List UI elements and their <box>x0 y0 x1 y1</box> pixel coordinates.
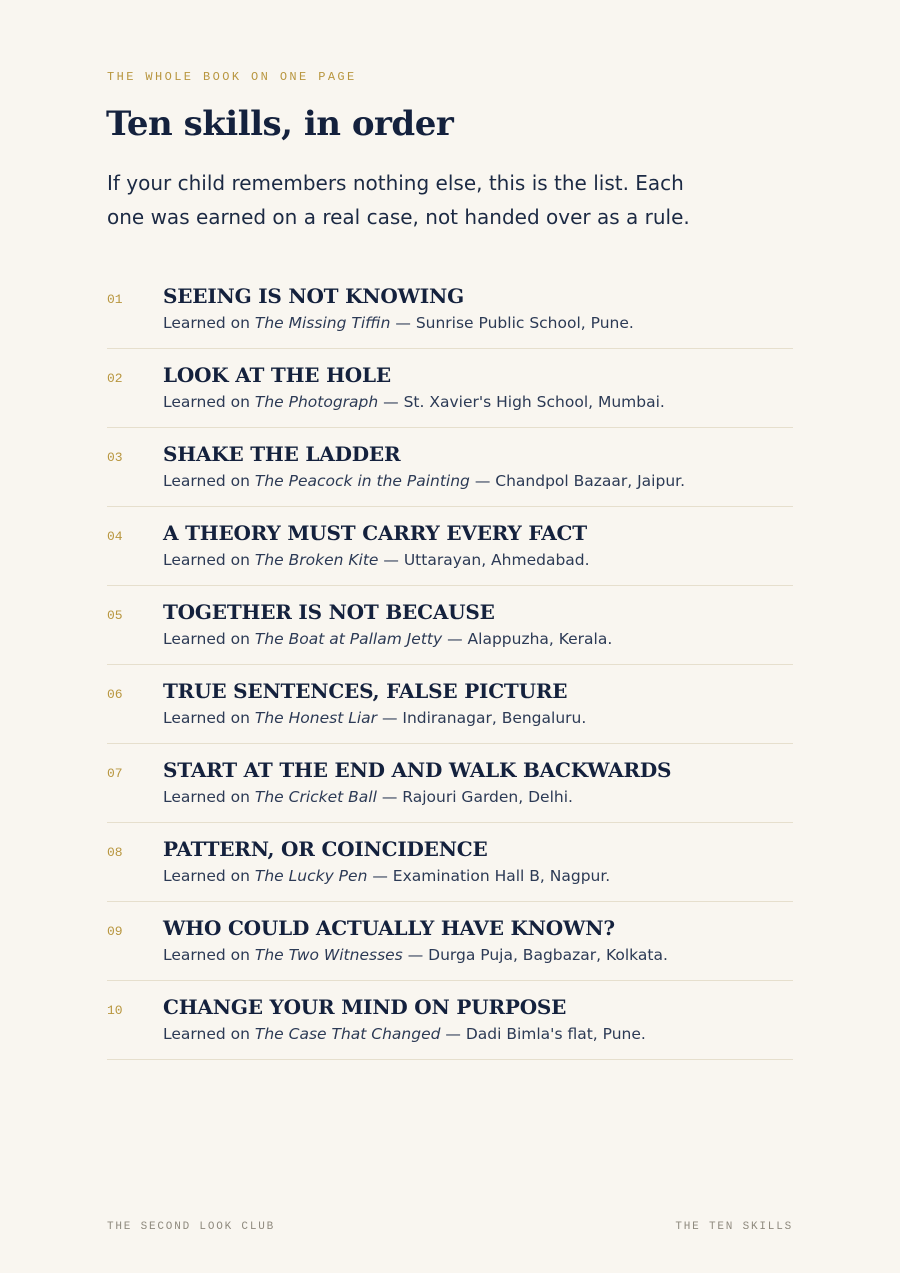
skill-source <box>163 788 573 806</box>
source-prefix: Learned on <box>163 393 250 411</box>
skill-source <box>163 867 610 885</box>
skill-name: CHANGE YOUR MIND ON PURPOSE <box>163 995 567 1019</box>
skill-item <box>107 270 793 349</box>
source-prefix: Learned on <box>163 867 250 885</box>
case-title: The Photograph <box>254 393 379 411</box>
skill-item <box>107 507 793 586</box>
skill-source <box>163 472 685 490</box>
case-place: — Examination Hall B, Nagpur. <box>372 867 611 885</box>
case-title: The Broken Kite <box>254 551 379 569</box>
skills-list <box>107 270 793 1060</box>
skill-name: SHAKE THE LADDER <box>163 442 401 466</box>
case-title: The Case That Changed <box>254 1025 441 1043</box>
skill-item <box>107 744 793 823</box>
source-prefix: Learned on <box>163 788 250 806</box>
skill-number: 02 <box>107 371 123 386</box>
case-place: — St. Xavier's High School, Mumbai. <box>383 393 665 411</box>
source-prefix: Learned on <box>163 314 250 332</box>
skill-source <box>163 709 586 727</box>
skill-name: START AT THE END AND WALK BACKWARDS <box>163 758 672 782</box>
eyebrow-label: THE WHOLE BOOK ON ONE PAGE <box>107 70 357 84</box>
skill-number: 07 <box>107 766 123 781</box>
skill-name: TRUE SENTENCES, FALSE PICTURE <box>163 679 568 703</box>
skill-source <box>163 551 590 569</box>
source-prefix: Learned on <box>163 630 250 648</box>
case-place: — Alappuzha, Kerala. <box>447 630 613 648</box>
skill-source <box>163 946 668 964</box>
skill-source <box>163 1025 646 1043</box>
skill-number: 05 <box>107 608 123 623</box>
case-place: — Indiranagar, Bengaluru. <box>381 709 587 727</box>
source-prefix: Learned on <box>163 1025 250 1043</box>
case-title: The Two Witnesses <box>254 946 403 964</box>
skill-name: A THEORY MUST CARRY EVERY FACT <box>163 521 587 545</box>
skill-item <box>107 823 793 902</box>
case-place: — Durga Puja, Bagbazar, Kolkata. <box>407 946 668 964</box>
skill-item <box>107 665 793 744</box>
case-place: — Sunrise Public School, Pune. <box>395 314 634 332</box>
page-title: Ten skills, in order <box>106 104 454 144</box>
skill-name: TOGETHER IS NOT BECAUSE <box>163 600 495 624</box>
skill-item <box>107 586 793 665</box>
skill-number: 08 <box>107 845 123 860</box>
case-title: The Missing Tiffin <box>254 314 391 332</box>
skill-number: 03 <box>107 450 123 465</box>
source-prefix: Learned on <box>163 551 250 569</box>
skill-name: LOOK AT THE HOLE <box>163 363 391 387</box>
skill-number: 06 <box>107 687 123 702</box>
case-title: The Cricket Ball <box>254 788 377 806</box>
source-prefix: Learned on <box>163 472 250 490</box>
intro-paragraph: If your child remembers nothing else, this is the list. Each one was earned on a real case, not handed over as a rule. <box>107 171 690 229</box>
source-prefix: Learned on <box>163 709 250 727</box>
skill-name: PATTERN, OR COINCIDENCE <box>163 837 488 861</box>
skill-name: WHO COULD ACTUALLY HAVE KNOWN? <box>163 916 615 940</box>
skill-source <box>163 393 665 411</box>
case-title: The Lucky Pen <box>254 867 368 885</box>
skill-item <box>107 428 793 507</box>
skill-number: 01 <box>107 292 123 307</box>
case-place: — Chandpol Bazaar, Jaipur. <box>474 472 686 490</box>
case-title: The Peacock in the Painting <box>254 472 470 490</box>
skill-item <box>107 981 793 1060</box>
skill-name: SEEING IS NOT KNOWING <box>163 284 464 308</box>
skill-source <box>163 630 612 648</box>
skill-number: 04 <box>107 529 123 544</box>
case-title: The Honest Liar <box>254 709 378 727</box>
skill-number: 09 <box>107 924 123 939</box>
case-place: — Uttarayan, Ahmedabad. <box>383 551 590 569</box>
case-place: — Dadi Bimla's flat, Pune. <box>445 1025 646 1043</box>
skill-number: 10 <box>107 1003 123 1018</box>
case-place: — Rajouri Garden, Delhi. <box>381 788 573 806</box>
skill-item <box>107 349 793 428</box>
source-prefix: Learned on <box>163 946 250 964</box>
skill-item <box>107 902 793 981</box>
case-title: The Boat at Pallam Jetty <box>254 630 443 648</box>
skill-source <box>163 314 634 332</box>
footer-section-name: THE TEN SKILLS <box>675 1221 793 1233</box>
footer-series-name: THE SECOND LOOK CLUB <box>107 1221 276 1233</box>
